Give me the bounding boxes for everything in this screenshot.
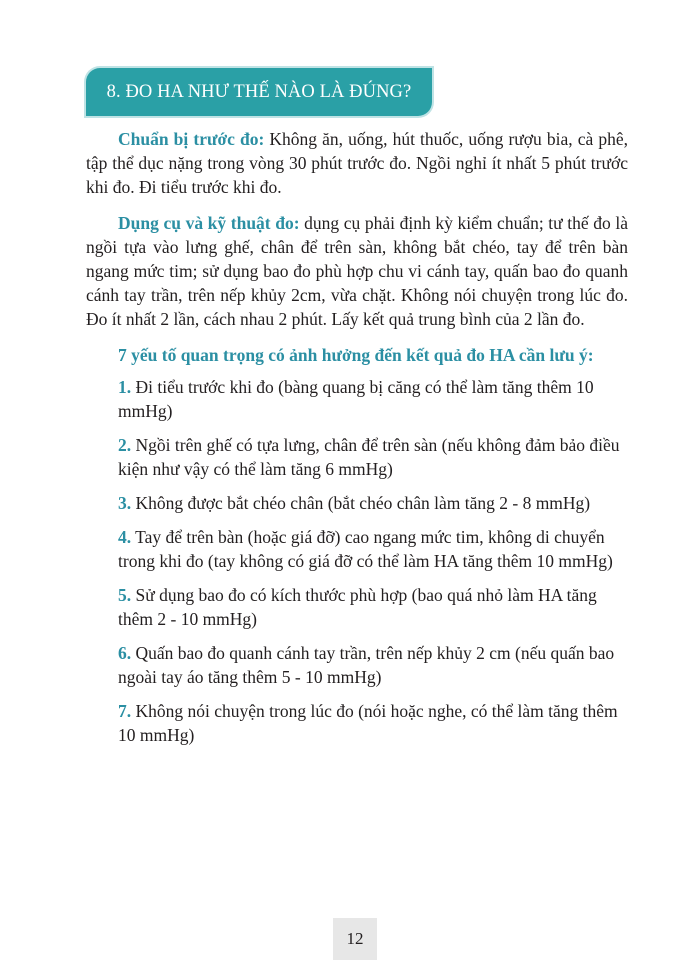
- factor-text: Đi tiểu trước khi đo (bàng quang bị căng có thể làm tăng thêm 10 mmHg): [118, 377, 594, 421]
- factor-text: Không được bắt chéo chân (bắt chéo chân làm tăng 2 - 8 mmHg): [131, 493, 591, 513]
- main-content: [86, 127, 628, 757]
- paragraph-text: dụng cụ phải định kỳ kiểm chuẩn; tư thế đo là ngồi tựa vào lưng ghế, chân để trên sàn, không bắt chéo, tay để trên bàn ngang mức tim; sử dụng bao đo phù hợp chu vi cánh tay, quấn bao đo quanh cánh tay trần, trên nếp khủy 2cm, vừa chặt. Không nói chuyện trong lúc đo. Đo ít nhất 2 lần, cách nhau 2 phút. Lấy kết quả trung bình của 2 lần đo.: [86, 213, 628, 329]
- factor-text: Tay để trên bàn (hoặc giá đỡ) cao ngang mức tim, không di chuyển trong khi đo (tay không có giá đỡ có thể làm HA tăng thêm 10 mmHg): [118, 527, 613, 571]
- factor-item: [118, 375, 628, 423]
- factor-number: 4.: [118, 527, 132, 547]
- factor-item: [118, 641, 628, 689]
- factor-text: Sử dụng bao đo có kích thước phù hợp (bao quá nhỏ làm HA tăng thêm 2 - 10 mmHg): [118, 585, 597, 629]
- factor-number: 3.: [118, 493, 132, 513]
- paragraph-technique: [86, 211, 628, 331]
- factor-item: [118, 433, 628, 481]
- factor-item: [118, 583, 628, 631]
- factor-item: [118, 699, 628, 747]
- factor-item: [118, 491, 628, 515]
- paragraph-lead: Dụng cụ và kỹ thuật đo:: [118, 213, 300, 233]
- factor-text: Quấn bao đo quanh cánh tay trần, trên nếp khủy 2 cm (nếu quấn bao ngoài tay áo tăng thêm 5 - 10 mmHg): [118, 643, 615, 687]
- factor-number: 1.: [118, 377, 132, 397]
- section-title-box: [86, 68, 432, 116]
- factor-number: 6.: [118, 643, 132, 663]
- section-title: 8. ĐO HA NHƯ THẾ NÀO LÀ ĐÚNG?: [106, 81, 412, 102]
- factors-heading: 7 yếu tố quan trọng có ảnh hưởng đến kết quả đo HA cần lưu ý:: [118, 345, 594, 365]
- paragraph-preparation: [86, 127, 628, 199]
- factor-number: 5.: [118, 585, 132, 605]
- factor-number: 7.: [118, 701, 132, 721]
- paragraph-text: Không ăn, uống, hút thuốc, uống rượu bia, cà phê, tập thể dục nặng trong vòng 30 phút trước đo. Ngồi nghỉ ít nhất 5 phút trước khi đo. Đi tiểu trước khi đo.: [86, 129, 628, 197]
- factor-text: Ngồi trên ghế có tựa lưng, chân để trên sàn (nếu không đảm bảo điều kiện như vậy có thể làm tăng 6 mmHg): [118, 435, 620, 479]
- page-number: 12: [346, 929, 364, 948]
- factor-number: 2.: [118, 435, 132, 455]
- factor-item: [118, 525, 628, 573]
- paragraph-lead: Chuẩn bị trước đo:: [118, 129, 265, 149]
- factor-text: Không nói chuyện trong lúc đo (nói hoặc nghe, có thể làm tăng thêm 10 mmHg): [118, 701, 618, 745]
- page-number-box: [333, 918, 377, 960]
